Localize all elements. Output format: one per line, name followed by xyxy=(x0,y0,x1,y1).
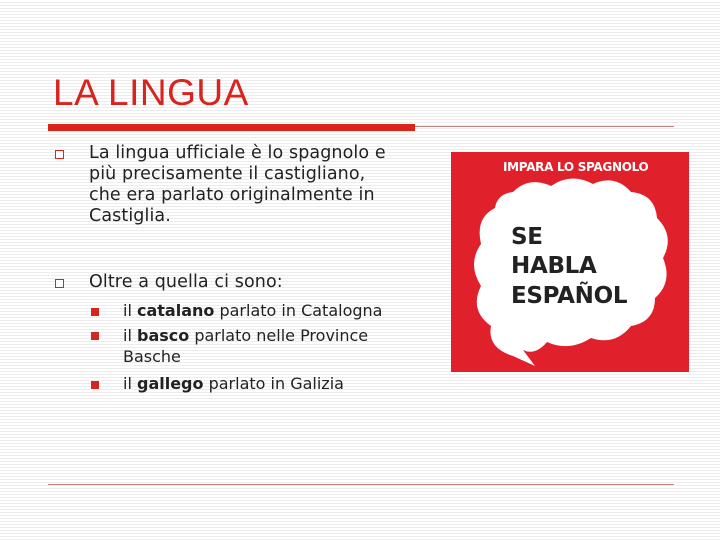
sub-bullet-pre: il xyxy=(123,326,137,345)
sub-bullet-continuation: Basche xyxy=(123,347,181,366)
sign-line-1: SE xyxy=(511,224,543,250)
bullet-line: Oltre a quella ci sono: xyxy=(89,272,283,292)
sub-bullet-post: parlato in Galizia xyxy=(203,374,344,393)
language-name: catalano xyxy=(136,301,215,320)
sub-bullet-text xyxy=(123,300,382,321)
sub-bullet-pre: il xyxy=(123,374,137,393)
sub-bullet-marker xyxy=(91,308,99,316)
language-name: gallego xyxy=(136,374,204,393)
bullet-text xyxy=(89,272,283,293)
sub-bullet-text xyxy=(123,373,344,394)
sign-line-2: HABLA xyxy=(511,253,597,279)
sub-bullet-text xyxy=(123,325,368,367)
sub-bullet-marker xyxy=(91,332,99,340)
bullet-line: La lingua ufficiale è lo spagnolo e xyxy=(89,143,386,163)
sub-bullet-pre: il xyxy=(123,301,137,320)
bullet-line: Castiglia. xyxy=(89,206,171,226)
slide-title: LA LINGUA xyxy=(53,72,249,113)
language-name: basco xyxy=(136,326,190,345)
sub-bullet-marker xyxy=(91,381,99,389)
se-habla-espanol-image xyxy=(451,152,689,372)
title-divider-red xyxy=(48,124,415,131)
bullet-marker xyxy=(55,279,64,288)
sub-bullet-post: parlato nelle Province xyxy=(189,326,369,345)
footer-divider xyxy=(48,484,674,485)
bullet-marker xyxy=(55,150,64,159)
bullet-text xyxy=(89,143,386,227)
sign-header: IMPARA LO SPAGNOLO xyxy=(503,160,649,174)
bullet-line: più precisamente il castigliano, xyxy=(89,164,366,184)
sub-bullet-post: parlato in Catalogna xyxy=(214,301,383,320)
bullet-line: che era parlato originalmente in xyxy=(89,185,375,205)
sign-line-3: ESPAÑOL xyxy=(511,283,628,309)
